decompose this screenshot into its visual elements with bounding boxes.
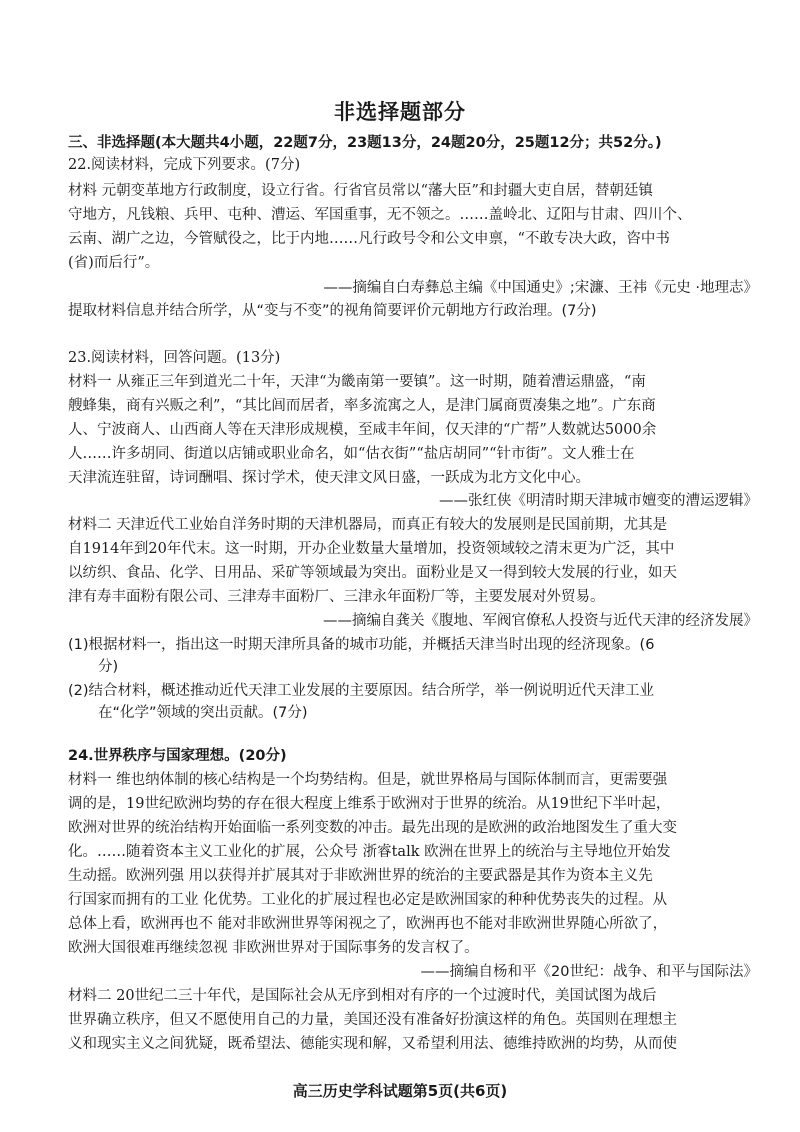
q23-sub2-line: 在“化学”领域的突出贡献。(7分) <box>98 705 308 721</box>
q23-sub2-line: (2)结合材料，概述推动近代天津工业发展的主要原因。结合所学，举一例说明近代天津工业 <box>68 683 655 699</box>
q24-material1-line: 调的是，19世纪欧洲均势的存在很大程度上维系于欧洲对于世界的统治。从19世纪下半叶起， <box>68 796 671 812</box>
q24-material1-line: 化。……随着资本主义工业化的扩展，公众号 浙睿talk 欧洲在世界上的统治与主导地位开始发 <box>68 844 671 860</box>
q23-material1-line: 人……许多胡同、街道以店铺或职业命名，如“估衣街”“盐店胡同”“针市街”。文人雅士在 <box>68 446 635 462</box>
q24-source1: ——摘编自杨和平《20世纪：战争、和平与国际法》 <box>420 964 758 980</box>
q24-material1-line: 材料一 维也纳体制的核心结构是一个均势结构。但是，就世界格局与国际体制而言，更需要强 <box>68 772 668 788</box>
q24-heading: 24.世界秩序与国家理想。(20分) <box>68 748 287 764</box>
q23-material1-line: 天津流连驻留，诗词酬唱、探讨学术，使天津文风日盛，一跃成为北方文化中心。 <box>68 470 590 486</box>
q23-material1-line: 材料一 从雍正三年到道光二十年，天津“为畿南第一要镇”。这一时期，随着漕运鼎盛，“南 <box>68 374 646 390</box>
q22-material-line: (省)而后行”。 <box>68 255 160 271</box>
q22-source: ——摘编自白寿彝总主编《中国通史》;宋濂、王祎《元史 ·地理志》 <box>323 280 758 296</box>
q23-sub1-line: (1)根据材料一，指出这一时期天津所具备的城市功能，并概括天津当时出现的经济现象。(6 <box>68 637 655 653</box>
q24-material1-line: 生动摇。欧洲列强 用以获得并扩展其对于非欧洲世界的统治的主要武器是其作为资本主义先 <box>68 868 653 884</box>
section-header: 三、非选择题(本大题共4小题，22题7分，23题13分，24题20分，25题12分；共52分。) <box>68 135 662 151</box>
q22-question: 提取材料信息并结合所学，从“变与不变”的视角简要评价元朝地方行政治理。(7分) <box>68 303 597 319</box>
q23-material2-line: 以纺织、食品、化学、日用品、采矿等领域最为突出。面粉业是又一得到较大发展的行业，如天 <box>68 565 677 581</box>
q23-material2-line: 津有寿丰面粉有限公司、三津寿丰面粉厂、三津永年面粉厂等，主要发展对外贸易。 <box>68 589 605 605</box>
q24-material1-line: 欧洲对世界的统治结构开始面临一系列变数的冲击。最先出现的是欧洲的政治地图发生了重大变 <box>68 820 677 836</box>
q23-source2: ——摘编自龚关《腹地、军阀官僚私人投资与近代天津的经济发展》 <box>323 613 758 629</box>
q24-material2-line: 世界确立秩序，但又不愿使用自己的力量，美国还没有准备好扮演这样的角色。英国则在理想主 <box>68 1012 677 1028</box>
page-footer: 高三历史学科试题第5页(共6页) <box>292 1082 508 1100</box>
q22-heading: 22.阅读材料，完成下列要求。(7分) <box>68 157 301 173</box>
q24-material2-line: 材料二 20世纪二三十年代，是国际社会从无序到相对有序的一个过渡时代，美国试图为战后 <box>68 988 657 1004</box>
q23-material1-line: 艘蜂集，商有兴贩之利”，“其比闾而居者，率多流寓之人，是津门属商贾凑集之地”。广东商 <box>68 398 656 414</box>
q23-sub1-line: 分) <box>98 659 119 675</box>
q23-heading: 23.阅读材料，回答问题。(13分) <box>68 350 281 366</box>
q22-material-line: 守地方，凡钱粮、兵甲、屯种、漕运、军国重事，无不领之。……盖岭北、辽阳与甘肃、四川个、 <box>68 207 692 223</box>
q24-material1-line: 欧洲大国很难再继续忽视 非欧洲世界对于国际事务的发言权了。 <box>68 940 479 956</box>
q23-material2-line: 材料二 天津近代工业始自洋务时期的天津机器局，而真正有较大的发展则是民国前期，尤其是 <box>68 517 668 533</box>
q23-material1-line: 人、宁波商人、山西商人等在天津形成规模，至咸丰年间，仅天津的“广帮”人数就达5000余 <box>68 422 657 438</box>
q22-material-line: 材料 元朝变革地方行政制度，设立行省。行省官员常以“藩大臣”和封疆大吏自居，替朝廷镇 <box>68 183 653 199</box>
q24-material1-line: 行国家而拥有的工业 化优势。工业化的扩展过程也必定是欧洲国家的种种优势丧失的过程。从 <box>68 892 668 908</box>
q23-source1: ——张红侠《明清时期天津城市嬗变的漕运逻辑》 <box>439 493 758 509</box>
q23-material2-line: 自1914年到20年代末。这一时期，开办企业数量大量增加，投资领域较之清末更为广泛，其中 <box>68 541 675 557</box>
q24-material2-line: 义和现实主义之间犹疑，既希望法、德能实现和解，又希望利用法、德维持欧洲的均势，从而使 <box>68 1036 677 1052</box>
q24-material1-line: 总体上看，欧洲再也不 能对非欧洲世界等闲视之了，欧洲再也不能对非欧洲世界随心所欲了， <box>68 916 668 932</box>
q22-material-line: 云南、湖广之边，今管赋役之，比于内地……凡行政号令和公文申禀，“不敢专决大政，咨中书 <box>68 231 670 247</box>
page-title: 非选择题部分 <box>334 100 466 124</box>
